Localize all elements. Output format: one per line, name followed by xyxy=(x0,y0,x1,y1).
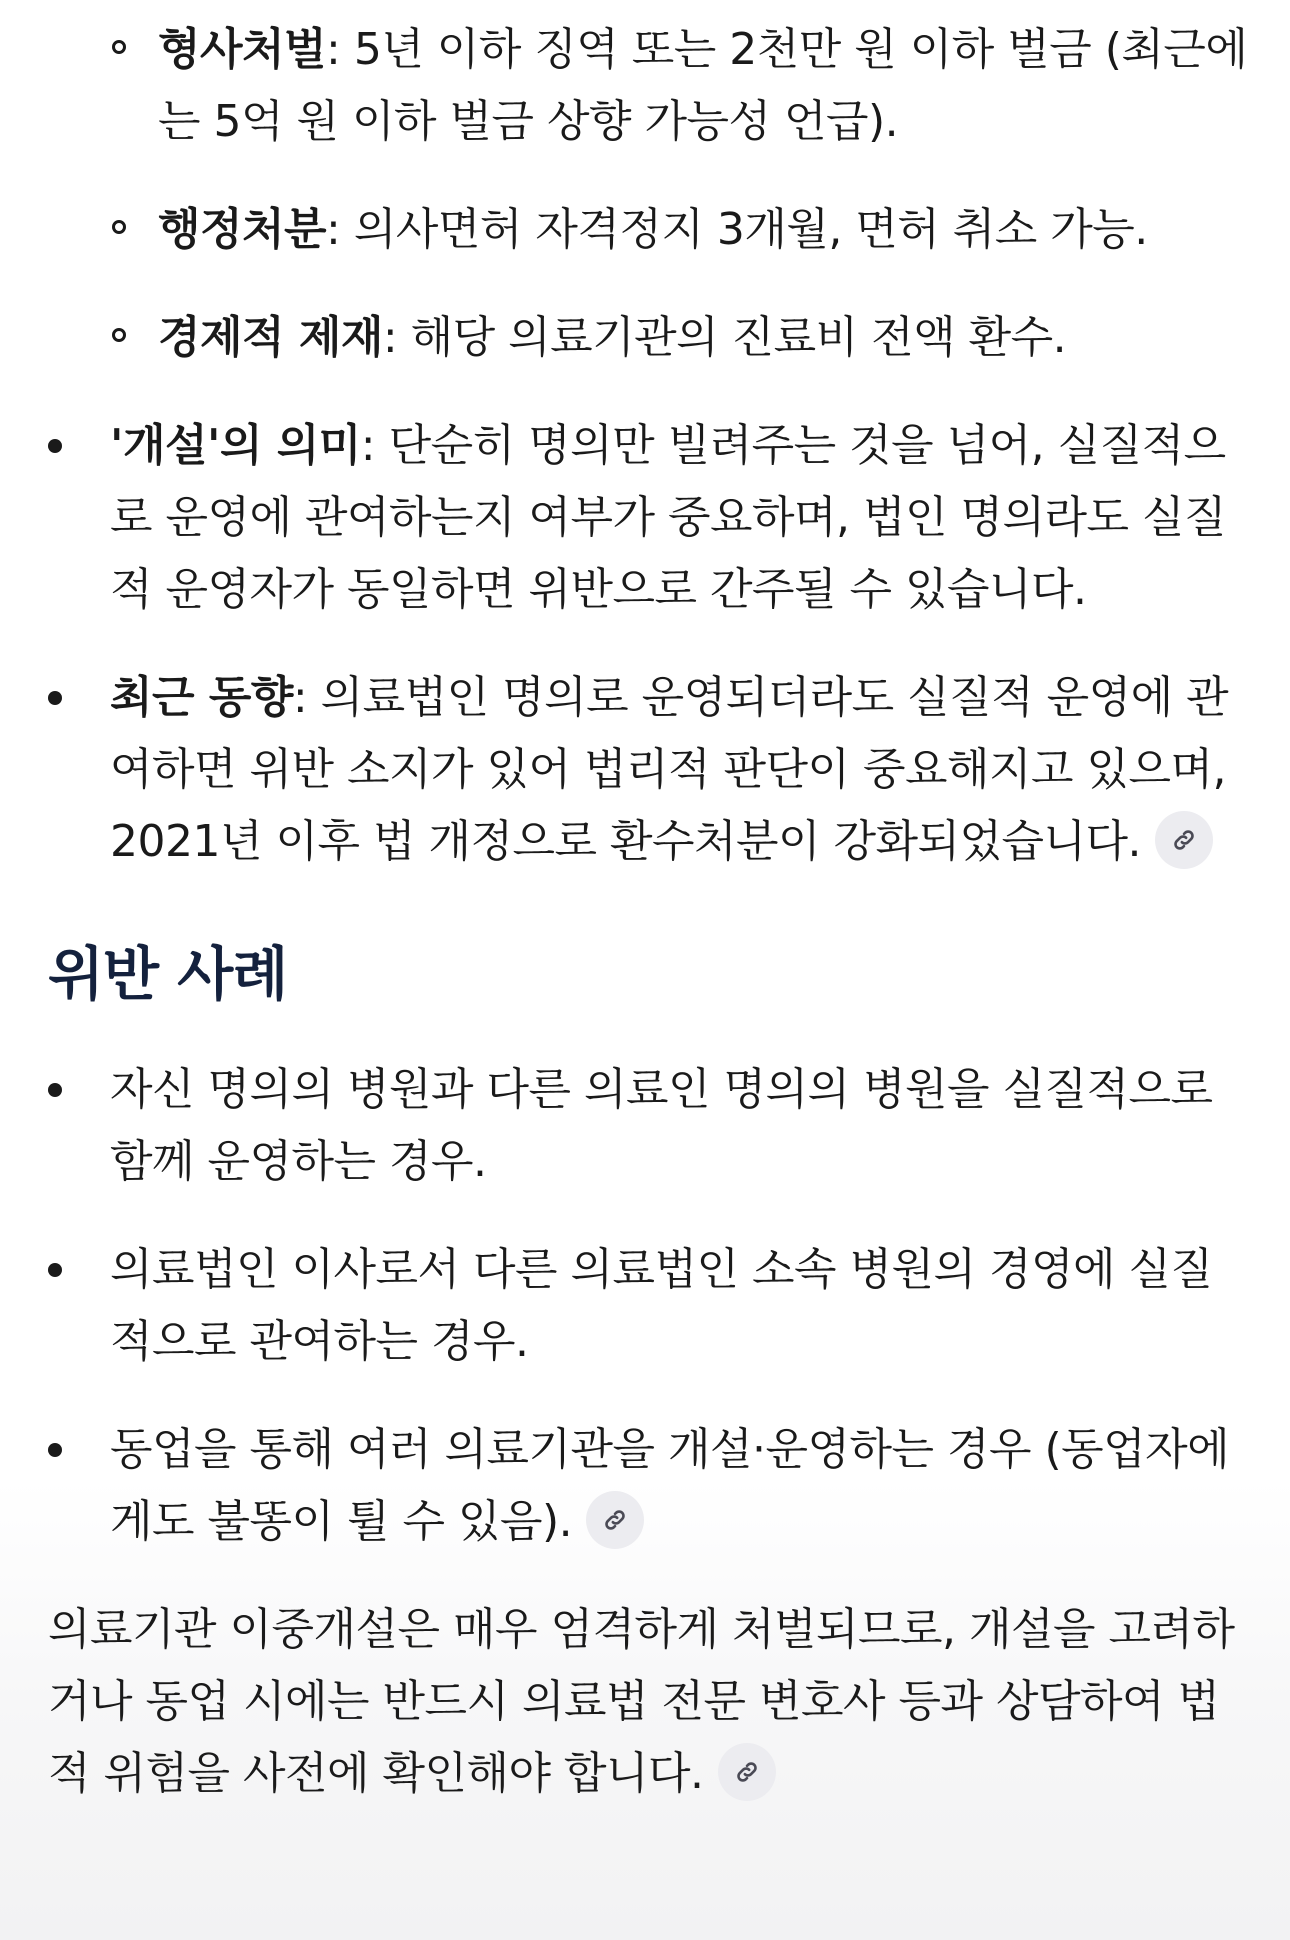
item-label: '개설'의 의미 xyxy=(110,420,361,471)
hollow-bullet-icon xyxy=(112,328,126,342)
section-heading: 위반 사례 xyxy=(48,940,288,1008)
item-text: : 단순히 명의만 빌려주는 것을 넘어, 실질적으로 운영에 관여하는지 여부가 중요하며, 법인 명의라도 실질적 운영자가 동일하면 위반으로 간주될 수 있습니다. xyxy=(110,420,1226,615)
bullet-icon xyxy=(48,1083,62,1097)
link-icon xyxy=(1171,827,1197,853)
item-text: : 의료법인 명의로 운영되더라도 실질적 운영에 관여하면 위반 소지가 있어 법리적 판단이 중요해지고 있으며, 2021년 이후 법 개정으로 환수처분이 강화되었습니다. xyxy=(110,672,1229,867)
list-item xyxy=(48,662,1248,878)
source-link-button[interactable] xyxy=(1155,811,1213,869)
link-icon xyxy=(602,1507,628,1533)
bullet-icon xyxy=(48,691,62,705)
list-item xyxy=(108,194,1248,266)
penalty-label: 형사처벌 xyxy=(158,24,327,75)
conclusion-paragraph xyxy=(48,1594,1248,1810)
list-item xyxy=(48,1414,1248,1558)
penalty-label: 경제적 제재 xyxy=(158,312,383,363)
bullet-icon xyxy=(48,1443,62,1457)
hollow-bullet-icon xyxy=(112,40,126,54)
list-item xyxy=(48,1054,1248,1198)
list-item xyxy=(48,410,1248,626)
penalty-text: : 의사면허 자격정지 3개월, 면허 취소 가능. xyxy=(326,204,1148,255)
violation-list xyxy=(48,1054,1248,1558)
list-item xyxy=(108,14,1248,158)
hollow-bullet-icon xyxy=(112,220,126,234)
source-link-button[interactable] xyxy=(718,1743,776,1801)
bullet-icon xyxy=(48,439,62,453)
source-link-button[interactable] xyxy=(586,1491,644,1549)
violation-text: 동업을 통해 여러 의료기관을 개설·운영하는 경우 (동업자에게도 불똥이 튈 수 있음). xyxy=(110,1424,1230,1547)
conclusion-text: 의료기관 이중개설은 매우 엄격하게 처벌되므로, 개설을 고려하거나 동업 시에는 반드시 의료법 전문 변호사 등과 상담하여 법적 위험을 사전에 확인해야 합니다. xyxy=(48,1604,1235,1799)
penalty-list xyxy=(108,14,1248,374)
info-list xyxy=(48,410,1248,878)
violation-text: 의료법인 이사로서 다른 의료법인 소속 병원의 경영에 실질적으로 관여하는 경우. xyxy=(110,1244,1213,1367)
bullet-icon xyxy=(48,1263,62,1277)
penalty-label: 행정처분 xyxy=(158,204,327,255)
list-item xyxy=(108,302,1248,374)
list-item xyxy=(48,1234,1248,1378)
violation-text: 자신 명의의 병원과 다른 의료인 명의의 병원을 실질적으로 함께 운영하는 경우. xyxy=(110,1064,1213,1187)
response-content xyxy=(48,14,1248,1810)
penalty-text: : 해당 의료기관의 진료비 전액 환수. xyxy=(382,312,1067,363)
link-icon xyxy=(734,1759,760,1785)
penalty-text: : 5년 이하 징역 또는 2천만 원 이하 벌금 (최근에는 5억 원 이하 벌금 상향 가능성 언급). xyxy=(158,24,1248,147)
item-label: 최근 동향 xyxy=(110,672,293,723)
